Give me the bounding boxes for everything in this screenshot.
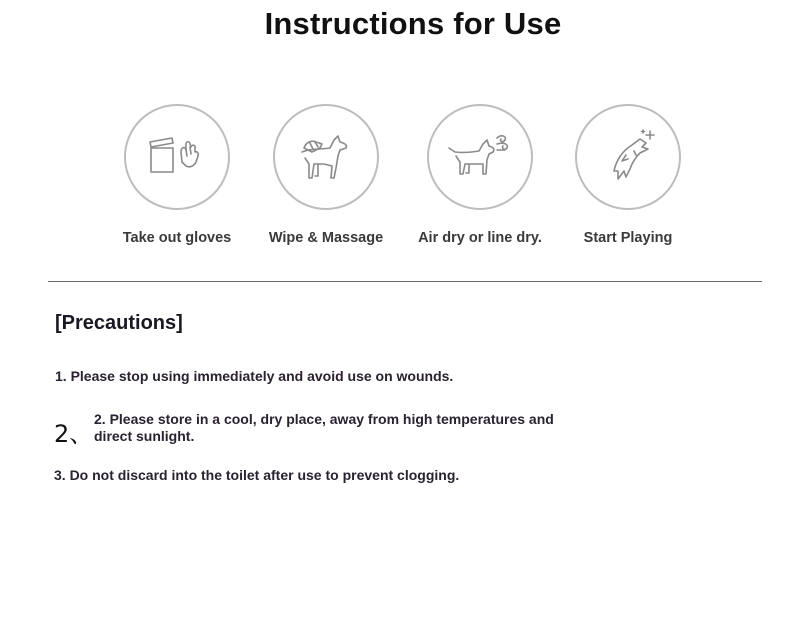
precaution-item-1: 1. Please stop using immediately and avoid use on wounds. (55, 368, 454, 384)
precaution-item-2: 2. Please store in a cool, dry place, away from high temperatures and direct sunlight. (94, 411, 554, 444)
step-wipe-massage (246, 104, 406, 246)
step-circle (273, 104, 379, 210)
section-divider (48, 281, 762, 282)
precaution-item-2-marker: 2、 (54, 420, 94, 448)
step-circle (575, 104, 681, 210)
step-circle (427, 104, 533, 210)
step-circle (124, 104, 230, 210)
gloves-box-icon (145, 132, 209, 182)
step-air-dry (400, 104, 560, 246)
step-start-playing (548, 104, 708, 246)
page-title: Instructions for Use (264, 6, 562, 41)
dog-wipe-icon (294, 130, 358, 184)
precautions-heading: [Precautions] (55, 312, 183, 334)
precaution-item-3: 3. Do not discard into the toilet after use to prevent clogging. (54, 467, 460, 483)
step-label: Wipe & Massage (268, 230, 384, 246)
step-label: Air dry or line dry. (418, 230, 542, 246)
dog-air-dry-icon (445, 130, 515, 184)
shark-toy-icon (596, 125, 660, 189)
step-label: Start Playing (583, 230, 673, 246)
step-take-out-gloves (97, 104, 257, 246)
step-label: Take out gloves (122, 230, 232, 246)
instruction-steps (0, 104, 807, 264)
